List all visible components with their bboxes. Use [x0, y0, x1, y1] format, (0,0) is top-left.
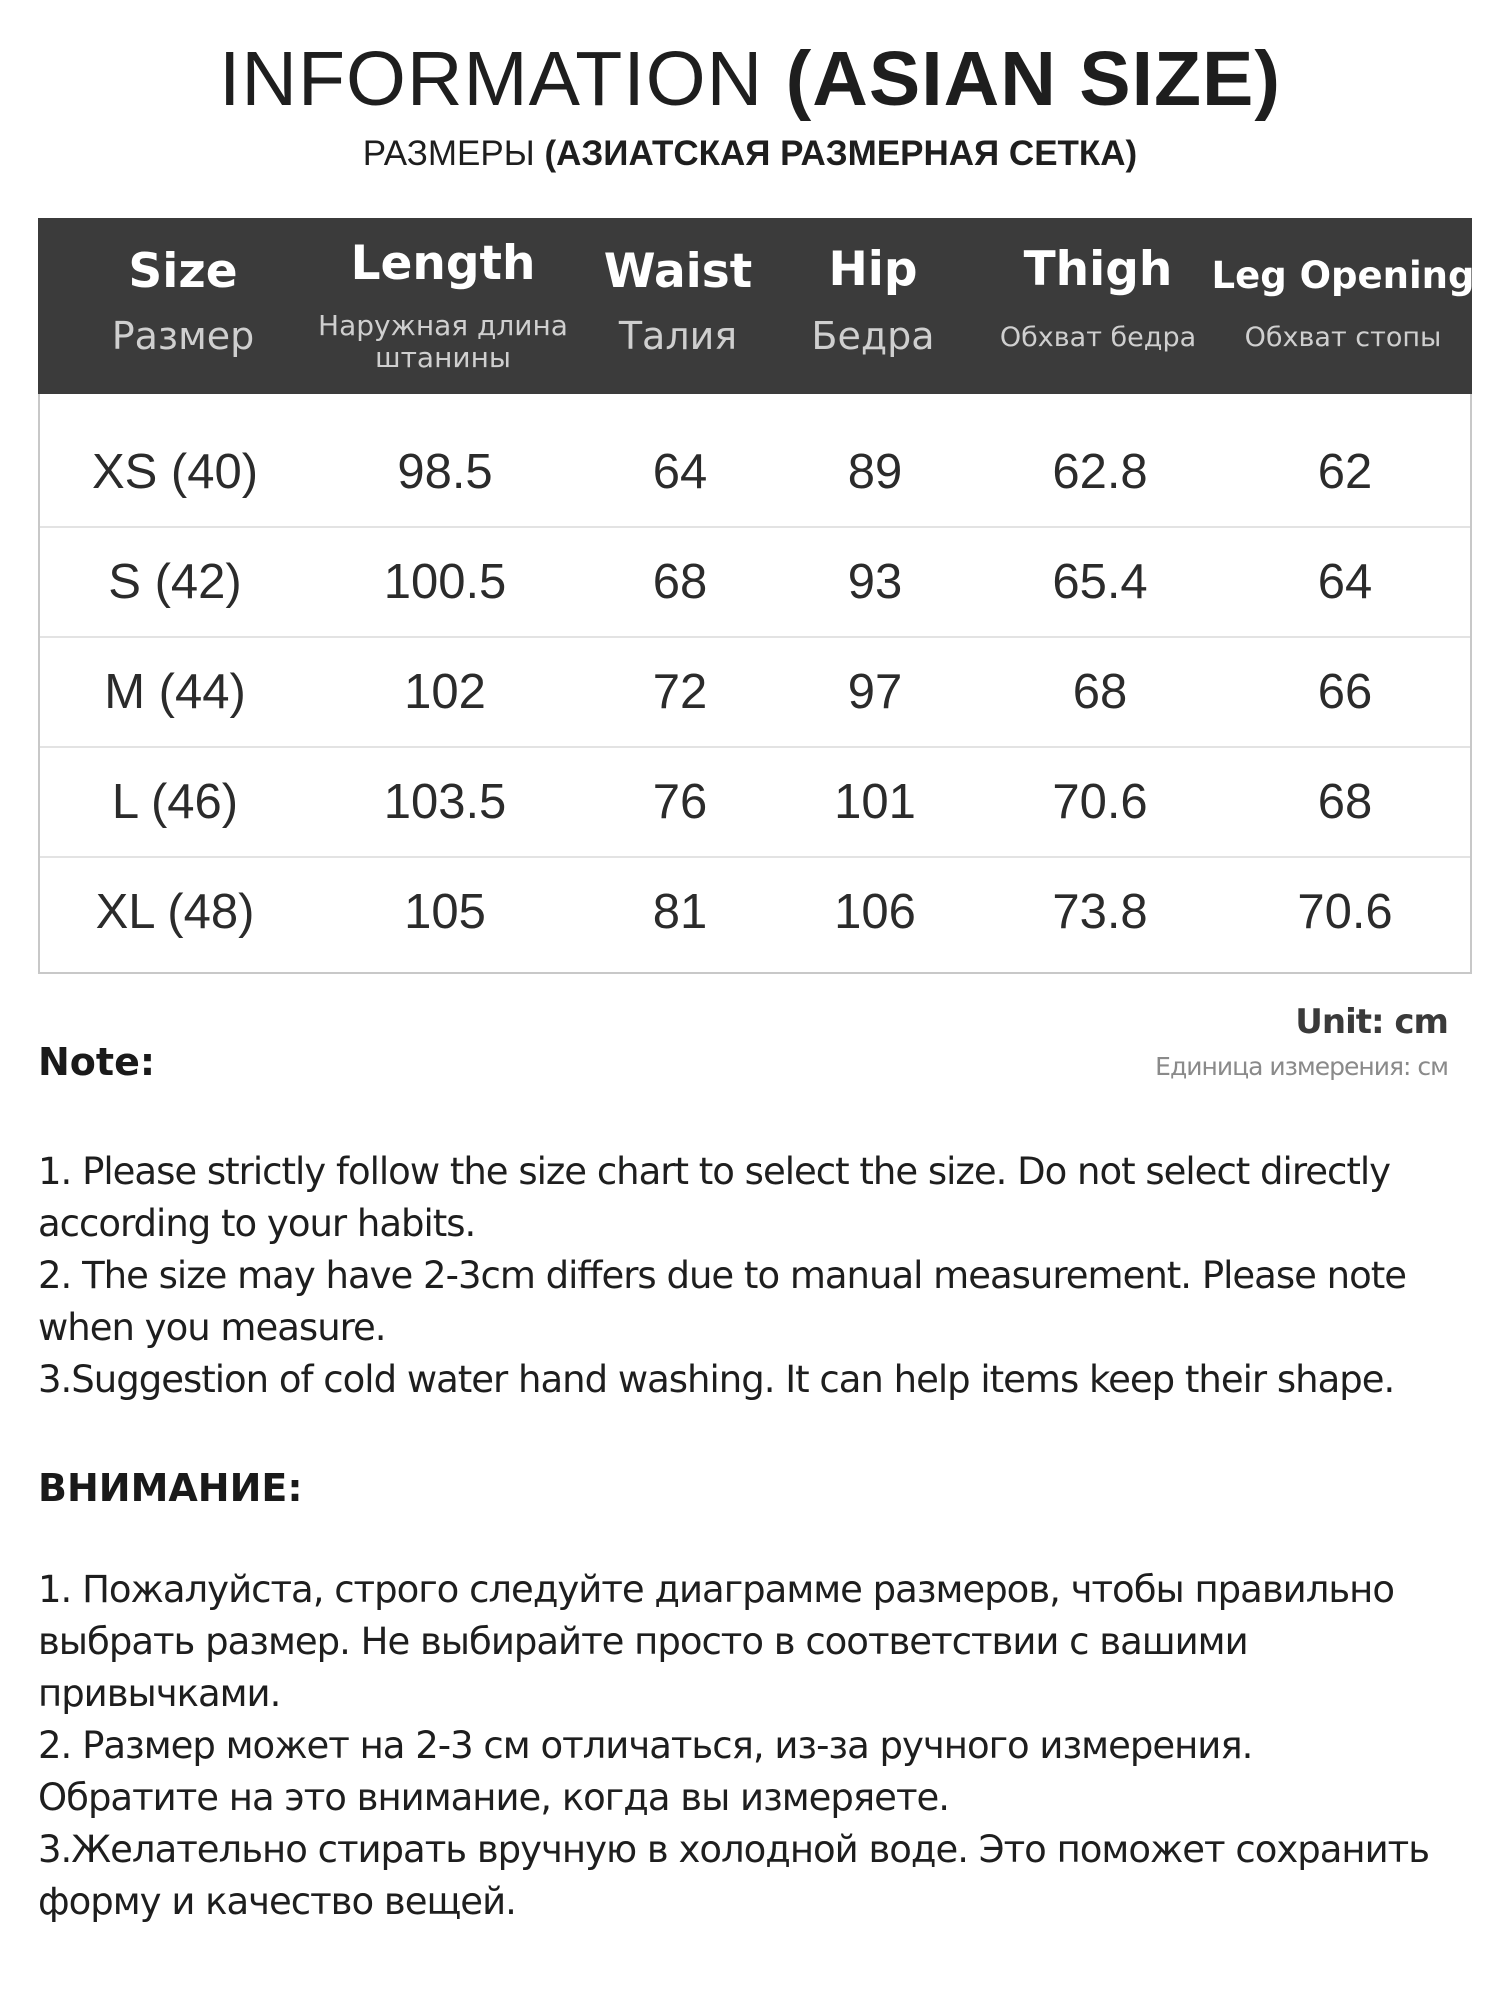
table-row: [40, 528, 1470, 638]
cell-leg-opening: 64: [1317, 555, 1373, 609]
header-thigh-ru: Обхват бедра: [999, 322, 1197, 353]
title-main: INFORMATION: [218, 36, 764, 122]
cell-thigh: 68: [1072, 665, 1128, 719]
cell-thigh: 70.6: [1052, 775, 1148, 829]
cell-hip: 93: [847, 555, 903, 609]
header-size-ru: Размер: [111, 314, 255, 358]
cell-waist: 76: [652, 775, 708, 829]
cell-length: 102: [404, 665, 486, 719]
cell-hip: 97: [847, 665, 903, 719]
cell-thigh: 65.4: [1052, 555, 1148, 609]
cell-length: 98.5: [397, 445, 493, 499]
note-line-ru: выбрать размер. Не выбирайте просто в соответствии с вашими: [38, 1620, 1248, 1663]
cell-thigh: 73.8: [1052, 885, 1148, 939]
title-asian-size: (ASIAN SIZE): [785, 36, 1282, 122]
header-hip-en: Hip: [828, 242, 918, 297]
cell-hip: 106: [834, 885, 916, 939]
header-hip: [778, 218, 968, 394]
unit-label-ru: Единица измерения: см: [1155, 1052, 1448, 1081]
note-line: when you measure.: [38, 1306, 386, 1349]
header-leg-opening: [1208, 218, 1478, 394]
note-line: 3.Suggestion of cold water hand washing. It can help items keep their shape.: [38, 1358, 1395, 1401]
table-row: [40, 748, 1470, 858]
cell-waist: 72: [652, 665, 708, 719]
table-row: [40, 638, 1470, 748]
header-hip-ru: Бедра: [811, 314, 935, 358]
cell-waist: 68: [652, 555, 708, 609]
cell-size: S (42): [108, 555, 242, 609]
header-thigh-en: Thigh: [1023, 242, 1173, 297]
header-length: [308, 218, 578, 394]
unit-label: Unit: cm: [1295, 1002, 1448, 1042]
cell-waist: 64: [652, 445, 708, 499]
header-waist: [583, 218, 773, 394]
header-waist-ru: Талия: [618, 314, 738, 358]
header-length-ru-1: Наружная длина: [318, 309, 568, 342]
note-line-ru: привычками.: [38, 1672, 281, 1715]
cell-length: 103.5: [383, 775, 507, 829]
cell-size: XS (40): [91, 445, 259, 499]
note-line-ru: форму и качество вещей.: [38, 1880, 516, 1923]
note-heading: Note:: [38, 1040, 156, 1084]
cell-leg-opening: 62: [1317, 445, 1373, 499]
note-line-ru: 3.Желательно стирать вручную в холодной воде. Это поможет сохранить: [38, 1828, 1429, 1871]
note-line: 2. The size may have 2-3cm differs due to manual measurement. Please note: [38, 1254, 1407, 1297]
header-leg-opening-ru: Обхват стопы: [1244, 322, 1442, 353]
cell-length: 105: [404, 885, 486, 939]
note-text: [38, 1146, 1478, 1406]
cell-leg-opening: 70.6: [1297, 885, 1393, 939]
cell-leg-opening: 66: [1317, 665, 1373, 719]
cell-hip: 89: [847, 445, 903, 499]
cell-length: 100.5: [383, 555, 507, 609]
table-row: [40, 858, 1470, 968]
note-line-ru: 2. Размер может на 2-3 см отличаться, из-за ручного измерения.: [38, 1724, 1253, 1767]
cell-size: L (46): [111, 775, 239, 829]
header-length-ru-2: штанины: [374, 341, 511, 374]
cell-size: M (44): [104, 665, 246, 719]
page-title: [0, 34, 1500, 124]
header-length-en: Length: [350, 236, 536, 291]
cell-leg-opening: 68: [1317, 775, 1373, 829]
header-thigh: [973, 218, 1223, 394]
note-heading-ru: ВНИМАНИЕ:: [38, 1466, 303, 1510]
header-size: [68, 218, 298, 394]
header-waist-en: Waist: [603, 244, 753, 299]
cell-hip: 101: [834, 775, 916, 829]
note-text-ru: [38, 1564, 1478, 1928]
header-leg-opening-en: Leg Opening: [1211, 254, 1475, 297]
page-subtitle: [0, 132, 1500, 176]
size-table: [38, 218, 1475, 974]
subtitle-asian-size: (АЗИАТСКАЯ РАЗМЕРНАЯ СЕТКА): [544, 134, 1138, 173]
cell-thigh: 62.8: [1052, 445, 1148, 499]
subtitle-main: РАЗМЕРЫ: [362, 134, 535, 173]
table-row: [40, 418, 1470, 528]
cell-waist: 81: [652, 885, 708, 939]
header-size-en: Size: [128, 244, 238, 299]
cell-size: XL (48): [95, 885, 255, 939]
size-table-header: [38, 218, 1475, 394]
note-line: 1. Please strictly follow the size chart to select the size. Do not select directly: [38, 1150, 1391, 1193]
note-line: according to your habits.: [38, 1202, 476, 1245]
note-line-ru: Обратите на это внимание, когда вы измеряете.: [38, 1776, 950, 1819]
note-line-ru: 1. Пожалуйста, строго следуйте диаграмме размеров, чтобы правильно: [38, 1568, 1394, 1611]
